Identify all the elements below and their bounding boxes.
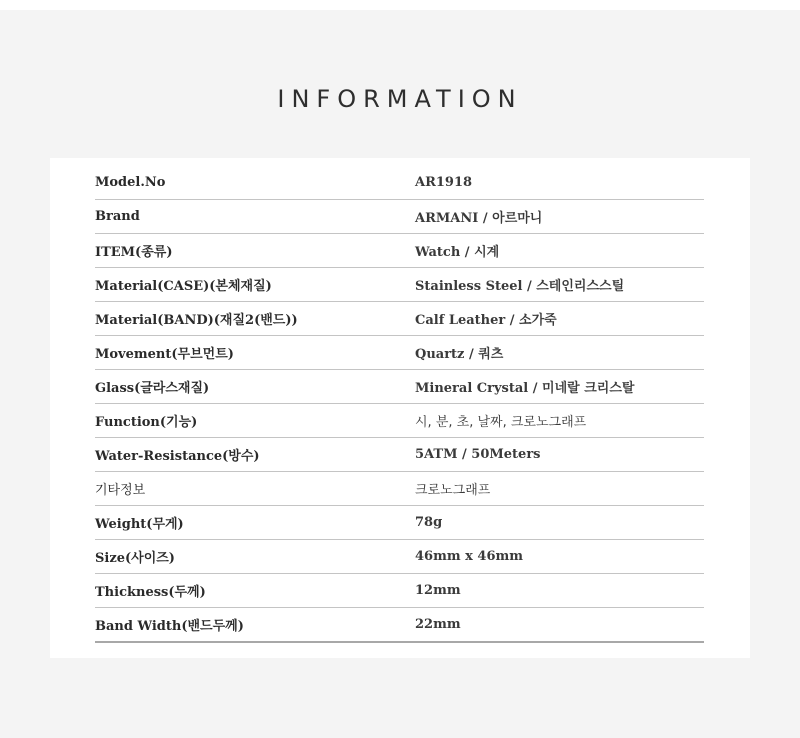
spec-label: Material(CASE)(본체재질) [95,279,272,294]
spec-row [95,472,704,506]
spec-row [95,302,704,336]
spec-value: 5ATM / 50Meters [415,447,541,462]
spec-value: 12mm [415,583,461,598]
spec-value: ARMANI / 아르마니 [415,211,543,226]
spec-label: Model.No [95,175,166,190]
spec-label: Glass(글라스재질) [95,381,210,396]
spec-label: Brand [95,209,140,224]
spec-value: AR1918 [415,175,473,190]
spec-value: 46mm x 46mm [415,549,524,564]
spec-value: Watch / 시계 [415,245,500,260]
spec-value: 시, 분, 초, 날짜, 크로노그래프 [415,415,587,430]
spec-row [95,234,704,268]
spec-row [95,336,704,370]
spec-row [95,268,704,302]
spec-label: 기타정보 [95,483,146,498]
spec-value: Mineral Crystal / 미네랄 크리스탈 [415,381,635,396]
spec-value: Stainless Steel / 스테인리스스틸 [415,279,625,294]
spec-label: Weight(무게) [95,517,184,532]
spec-label: ITEM(종류) [95,245,173,260]
spec-label: Function(기능) [95,415,198,430]
spec-table [95,166,704,643]
spec-value: 78g [415,515,443,530]
spec-row [95,574,704,608]
spec-value: 크로노그래프 [415,483,491,498]
spec-row [95,404,704,438]
spec-label: Band Width(밴드두께) [95,619,244,634]
spec-row [95,608,704,643]
spec-row [95,506,704,540]
spec-row [95,540,704,574]
spec-label: Movement(무브먼트) [95,347,234,362]
spec-value: Quartz / 쿼츠 [415,347,504,362]
spec-row [95,200,704,234]
spec-value: Calf Leather / 소가죽 [415,313,557,328]
spec-row [95,166,704,200]
spec-label: Water-Resistance(방수) [95,449,260,464]
spec-label: Thickness(두께) [95,585,206,600]
spec-row [95,438,704,472]
spec-row [95,370,704,404]
spec-label: Size(사이즈) [95,551,175,566]
spec-value: 22mm [415,617,461,632]
page-title: INFORMATION [277,85,523,113]
information-card [50,158,750,658]
spec-label: Material(BAND)(재질2(밴드)) [95,313,298,328]
